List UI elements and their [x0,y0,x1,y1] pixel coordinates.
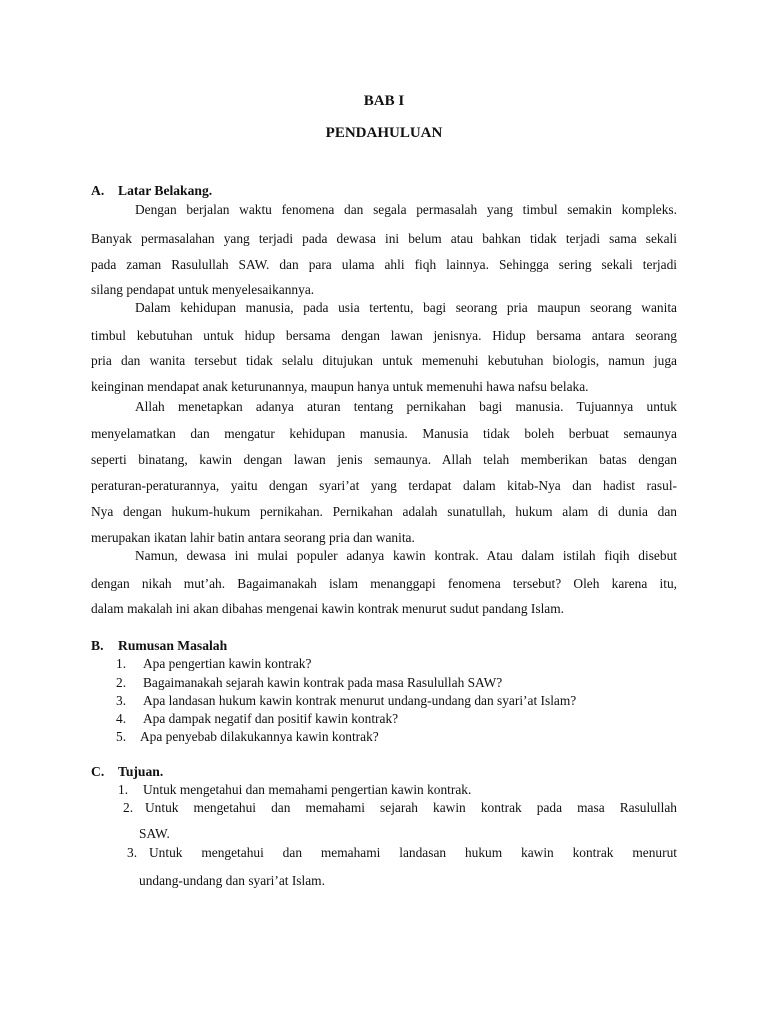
section-a-heading [91,183,212,199]
p3-line: menyelamatkan dan mengatur kehidupan manusia. Manusia tidak boleh berbuat semaunya [91,426,677,441]
p1-line: silang pendapat untuk menyelesaikannya. [91,282,315,297]
p4-line: dalam makalah ini akan dibahas mengenai kawin kontrak menurut sudut pandang Islam. [91,601,565,616]
p4-line: dengan nikah mut’ah. Bagaimanakah islam menanggapi fenomena tersebut? Oleh karena itu, [91,576,677,591]
list-item-line: SAW. [139,826,170,841]
list-item-line: Untuk mengetahui dan memahami landasan hukum kawin kontrak menurut [149,845,677,860]
list-item: 2. Bagaimanakah sejarah kawin kontrak pada masa Rasulullah SAW? [116,675,503,690]
p2-line: Dalam kehidupan manusia, pada usia tertentu, bagi seorang pria maupun seorang wanita [135,300,677,315]
p3-line: peraturan-peraturannya, yaitu dengan syari’at yang terdapat dalam kitab-Nya dan hadist rasul- [91,478,677,493]
p2-line: pria dan wanita tersebut tidak selalu ditujukan untuk memenuhi kebutuhan biologis, namun juga [91,353,677,368]
list-item: 1. Apa pengertian kawin kontrak? [116,656,312,671]
section-b-label: B. [91,638,104,653]
section-a-label: A. [91,183,105,198]
p1-line: Banyak permasalahan yang terjadi pada dewasa ini belum atau bahkan tidak terjadi sama sekali [91,231,677,246]
chapter-number: BAB I [363,93,405,109]
section-b-heading [91,638,227,654]
list-item: 5. Apa penyebab dilakukannya kawin kontrak? [116,729,379,744]
p3-line: seperti binatang, kawin dengan lawan jenis semaunya. Allah telah memberikan batas dengan [91,452,677,467]
list-item-number: 3. [127,845,138,860]
section-c-label: C. [91,764,105,779]
p2-line: timbul kebutuhan untuk hidup bersama dengan lawan jenisnya. Hidup bersama antara seorang [91,328,677,343]
list-item: 3. Apa landasan hukum kawin kontrak menurut undang-undang dan syari’at Islam? [116,693,577,708]
list-item-line: undang-undang dan syari’at Islam. [139,873,325,888]
section-c-title: Tujuan. [118,764,164,779]
p3-line: Nya dengan hukum-hukum pernikahan. Pernikahan adalah sunatullah, hukum alam di dunia dan [91,504,677,519]
list-item-line: Untuk mengetahui dan memahami sejarah kawin kontrak pada masa Rasulullah [145,800,677,815]
list-item: 1. Untuk mengetahui dan memahami pengertian kawin kontrak. [118,782,472,797]
p3-line: Allah menetapkan adanya aturan tentang pernikahan bagi manusia. Tujuannya untuk [135,399,677,414]
list-item: 4. Apa dampak negatif dan positif kawin kontrak? [116,711,399,726]
p2-line: keinginan mendapat anak keturunannya, maupun hanya untuk memenuhi hawa nafsu belaka. [91,379,589,394]
p1-line: pada zaman Rasulullah SAW. dan para ulama ahli fiqh lainnya. Sehingga sering sekali terjadi [91,257,677,272]
chapter-title: PENDAHULUAN [325,125,443,141]
list-item-number: 2. [123,800,134,815]
p3-line: merupakan ikatan lahir batin antara seorang pria dan wanita. [91,530,415,545]
section-a-title: Latar Belakang. [118,183,213,198]
p1-line: Dengan berjalan waktu fenomena dan segala permasalah yang timbul semakin kompleks. [135,202,677,217]
section-b-title: Rumusan Masalah [118,638,228,653]
section-c-heading [91,764,163,780]
p4-line: Namun, dewasa ini mulai populer adanya kawin kontrak. Atau dalam istilah fiqih disebut [135,548,677,563]
